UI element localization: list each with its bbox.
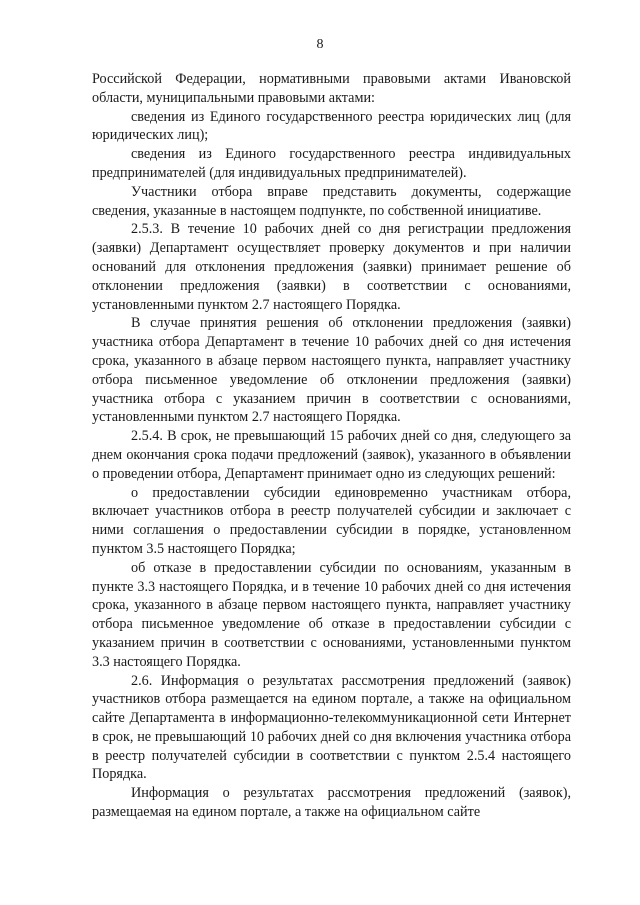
paragraph: В случае принятия решения об отклонении предложения (заявки) участника отбора Департамент в течение 10 рабочих дней со дня истечения срока, указанного в абзаце первом настоящего пункта, направляет участнику отбора письменное уведомление об отклонении предложения (заявки) участника отбора с указанием причин в соответствии с основаниями, установленными пунктом 2.7 настоящего Порядка.	[92, 315, 571, 426]
paragraph: Информация о результатах рассмотрения предложений (заявок), размещаемая на едином портале, а также на официальном сайте	[92, 785, 571, 821]
paragraph: 2.6. Информация о результатах рассмотрения предложений (заявок) участников отбора размещается на едином портале, а также на официальном сайте Департамента в информационно-телекоммуникационной сети Интернет в срок, не превышающий 10 рабочих дней со дня включения участника отбора в реестр получателей субсидии в соответствии с пунктом 2.5.4 настоящего Порядка.	[92, 672, 571, 783]
paragraph: сведения из Единого государственного реестра индивидуальных предпринимателей (для индивидуальных предпринимателей).	[92, 146, 571, 181]
paragraph: Российской Федерации, нормативными правовыми актами Ивановской области, муниципальными правовыми актами:	[92, 71, 571, 106]
paragraph: Участники отбора вправе представить документы, содержащие сведения, указанные в настоящем подпункте, по собственной инициативе.	[92, 183, 571, 219]
document-body	[92, 70, 571, 822]
paragraph: сведения из Единого государственного реестра юридических лиц (для юридических лиц);	[92, 108, 571, 144]
page-number: 8	[316, 37, 324, 52]
paragraph: о предоставлении субсидии единовременно участникам отбора, включает участников отбора в реестр получателей субсидии и заключает с ними соглашения о предоставлении субсидии в порядке, установленном пунктом 3.5 настоящего Порядка;	[92, 484, 571, 557]
paragraph: 2.5.4. В срок, не превышающий 15 рабочих дней со дня, следующего за днем окончания срока подачи предложений (заявок), указанного в объявлении о проведении отбора, Департамент принимает одно из следующих решений:	[92, 428, 571, 482]
paragraph: 2.5.3. В течение 10 рабочих дней со дня регистрации предложения (заявки) Департамент осуществляет проверку документов и при наличии оснований для отклонения предложения (заявки) принимает решение об отклонении предложения (заявки) в соответствии с основаниями, установленными пунктом 2.7 настоящего Порядка.	[92, 221, 571, 313]
paragraph: об отказе в предоставлении субсидии по основаниям, указанным в пункте 3.3 настоящего Порядка, и в течение 10 рабочих дней со дня истечения срока, указанного в абзаце первом настоящего пункта, направляет участнику отбора письменное уведомление об отказе в предоставлении субсидии с указанием причин в соответствии с основаниями, установленными пунктом 3.3 настоящего Порядка.	[92, 559, 571, 670]
